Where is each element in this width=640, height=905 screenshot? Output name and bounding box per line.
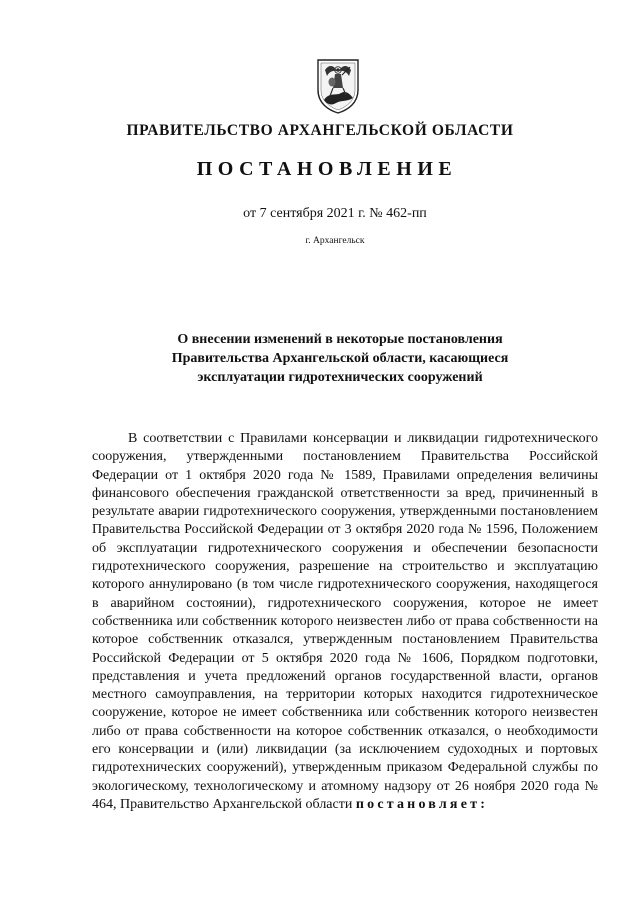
- document-date-number: от 7 сентября 2021 г. № 462-пп: [243, 206, 427, 221]
- preamble-text: В соответствии с Правилами консервации и ликвидации гидротехнического сооружения, утвержденными постановлением Правительства Российской Федерации от 1 октября 2020 года № 1589, Правилами определения величины финансового обеспечения гражданской ответственности за вред, причиненный в результате аварии гидротехнического сооружения, утвержденными постановлением Правительства Российской Федерации от 3 октября 2020 года № 1596, Положением об эксплуатации гидротехнического сооружения и обеспечении безопасности гидротехнического сооружения, разрешение на строительство и эксплуатацию которого аннулировано (в том числе гидротехнического сооружения, находящегося в аварийном состоянии), гидротехнического сооружения, которое не имеет собственника или собственник которого неизвестен либо от права собственности на которое собственник отказался, утвержденным постановлением Правительства Российской Федерации от 5 октября 2020 года № 1606, Порядком подготовки, представления и учета предложений органов государственной власти, органов местного самоуправления, на территории которых находится гидротехническое сооружение, которое не имеет собственника или собственник которого неизвестен либо от права собственности на которое собственник отказался, о необходимости его консервации и (или) ликвидации (за исключением судоходных и портовых гидротехнических сооружений), утвержденным приказом Федеральной службы по экологическому, технологическому и атомному надзору от 26 ноября 2020 года № 464, Правительство Архангельской области: [92, 431, 598, 812]
- document-type-title: ПОСТАНОВЛЕНИЕ: [196, 158, 458, 180]
- subject-line: О внесении изменений в некоторые постановления: [177, 332, 503, 347]
- preamble-paragraph: [92, 430, 598, 814]
- resolves-word: постановляет: [355, 796, 481, 812]
- government-title: ПРАВИТЕЛЬСТВО АРХАНГЕЛЬСКОЙ ОБЛАСТИ: [126, 122, 514, 139]
- subject-line: Правительства Архангельской области, касающиеся: [171, 351, 509, 366]
- document-city: г. Архангельск: [305, 236, 365, 246]
- coat-of-arms-icon: [315, 56, 361, 114]
- document-subject: [110, 330, 570, 387]
- subject-line: эксплуатации гидротехнических сооружений: [197, 370, 483, 385]
- resolves-colon: :: [480, 796, 489, 812]
